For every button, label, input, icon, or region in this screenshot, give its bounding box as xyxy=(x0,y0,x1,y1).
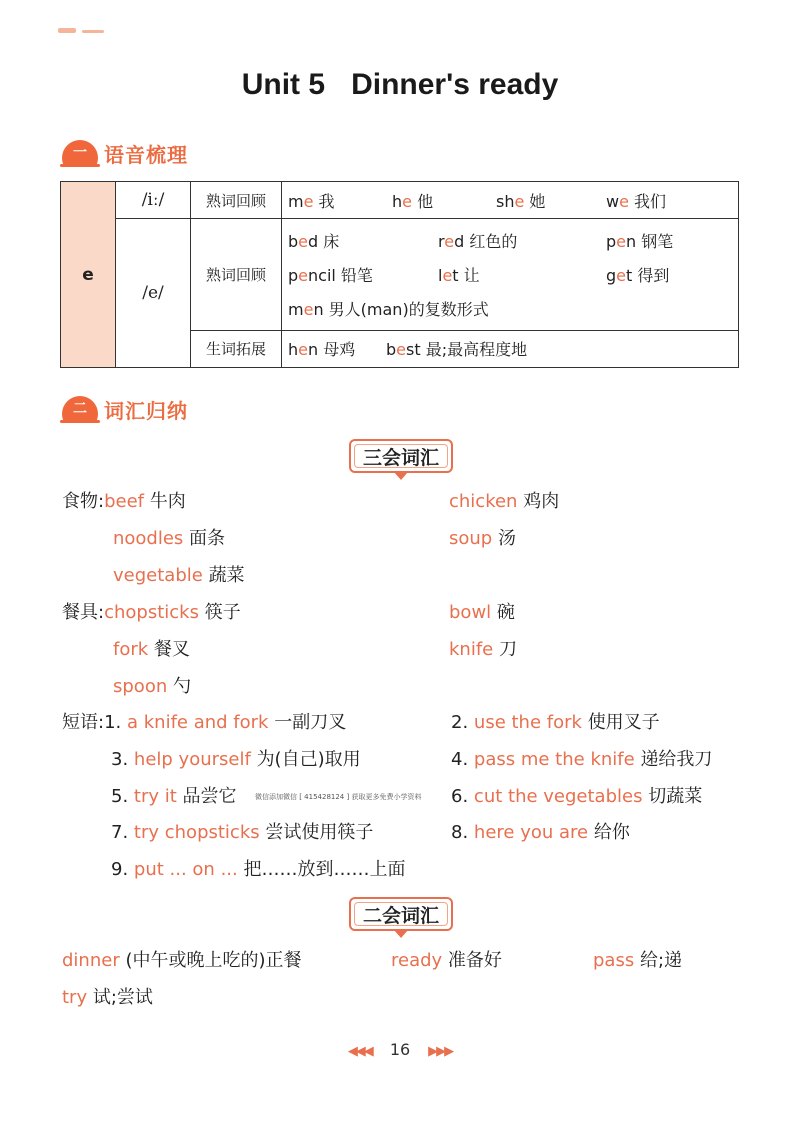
tableware-label-row: 餐具:chopsticks 筷子 xyxy=(62,602,241,623)
vocab-item: ready 准备好 xyxy=(391,950,502,971)
phrase-item: 6. cut the vegetables 切蔬菜 xyxy=(451,786,703,807)
left-arrows-icon: ◀◀◀ xyxy=(347,1044,372,1059)
vocab-item: try 试;尝试 xyxy=(62,987,153,1008)
vocab-section-heading xyxy=(60,392,188,426)
phrase-item: 4. pass me the knife 递给我刀 xyxy=(451,749,713,770)
category-cell: 熟词回顾 xyxy=(191,182,282,219)
phrase-item: 7. try chopsticks 尝试使用筷子 xyxy=(111,822,374,843)
phrase-label-row: 短语:1. a knife and fork 一副刀叉 xyxy=(62,712,347,733)
watermark-note: 微信添加微信 [ 415428124 ] 获取更多免费小学资料 xyxy=(255,793,422,801)
level3-vocab-badge: 三会词汇 xyxy=(349,439,453,473)
vocab-item: pass 给;递 xyxy=(593,950,683,971)
section-title: 语音梳理 xyxy=(104,142,188,167)
category-cell: 熟词回顾 xyxy=(191,219,282,331)
vocab-item: soup 汤 xyxy=(449,528,516,549)
word-entry: hen 母鸡 xyxy=(288,340,356,360)
word-entry: she 她 xyxy=(496,191,546,211)
phonetics-section-heading xyxy=(60,136,188,170)
vocab-item: spoon 勺 xyxy=(113,676,191,697)
word-entry: red 红色的 xyxy=(438,231,518,251)
word-entry: best 最;最高程度地 xyxy=(386,340,528,360)
section-number-badge: 一 xyxy=(60,140,100,166)
word-entry: pen 钢笔 xyxy=(606,231,674,251)
page-number: 16 xyxy=(389,1040,411,1059)
vocab-item: dinner (中午或晚上吃的)正餐 xyxy=(62,950,302,971)
word-entry: he 他 xyxy=(392,191,434,211)
category-cell: 生词拓展 xyxy=(191,330,282,367)
vocab-word: chopsticks xyxy=(104,602,199,623)
phrase-item: 2. use the fork 使用叉子 xyxy=(451,712,660,733)
letter-cell: e xyxy=(61,182,116,368)
corner-decoration xyxy=(58,28,108,34)
vocab-item: noodles 面条 xyxy=(113,528,226,549)
page-title xyxy=(0,68,800,102)
vocab-item: fork 餐叉 xyxy=(113,639,190,660)
word-entry: we 我们 xyxy=(606,191,667,211)
words-cell xyxy=(282,182,739,219)
symbol-cell: /e/ xyxy=(116,219,191,368)
food-label-row: 食物:beef 牛肉 xyxy=(62,491,186,512)
phonetics-table xyxy=(60,181,739,368)
section-title: 词汇归纳 xyxy=(104,398,188,423)
words-cell xyxy=(282,219,739,331)
word-entry: bed 床 xyxy=(288,231,340,251)
word-entry: me 我 xyxy=(288,191,335,211)
word-entry: let 让 xyxy=(438,265,480,285)
unit-name: Dinner's ready xyxy=(351,68,559,101)
phrase-text: a knife and fork xyxy=(127,712,269,733)
section-number-badge: 二 xyxy=(60,396,100,422)
page-footer xyxy=(0,1040,800,1059)
words-cell xyxy=(282,330,739,367)
vocab-item: chicken 鸡肉 xyxy=(449,491,560,512)
phrase-item: 3. help yourself 为(自己)取用 xyxy=(111,749,361,770)
word-entry: men 男人(man)的复数形式 xyxy=(288,299,489,319)
phrase-item: 9. put ... on ... 把……放到……上面 xyxy=(111,859,406,880)
level2-vocab-badge: 二会词汇 xyxy=(349,897,453,931)
right-arrows-icon: ▶▶▶ xyxy=(428,1044,453,1059)
vocab-word: beef xyxy=(104,491,144,512)
word-entry: pencil 铅笔 xyxy=(288,265,373,285)
vocab-item: vegetable 蔬菜 xyxy=(113,565,245,586)
vocab-item: knife 刀 xyxy=(449,639,517,660)
symbol-cell: /iː/ xyxy=(116,182,191,219)
vocab-item: bowl 碗 xyxy=(449,602,515,623)
phrase-item: 5. try it 品尝它 xyxy=(111,786,237,807)
word-entry: get 得到 xyxy=(606,265,670,285)
unit-label: Unit 5 xyxy=(241,68,326,101)
phrase-item: 8. here you are 给你 xyxy=(451,822,630,843)
